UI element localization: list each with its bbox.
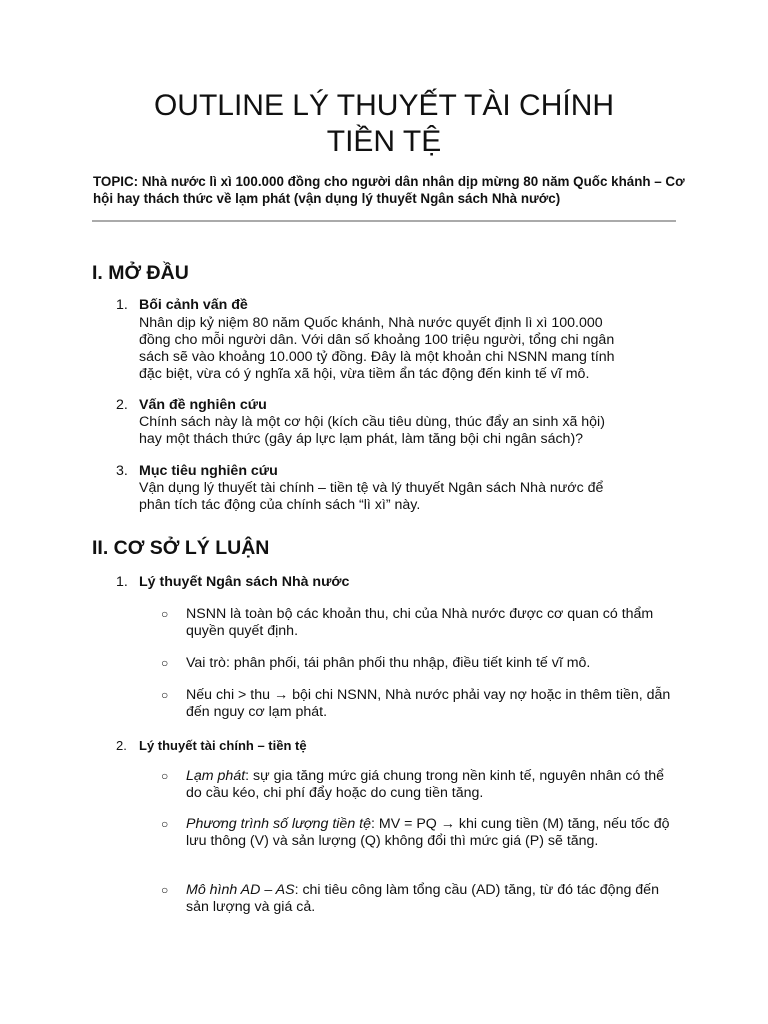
bullet-desc: : MV = PQ → khi cung tiền (M) tăng, nếu tốc độ lưu thông (V) và sản lượng (Q) không đổi thì mức giá (P) sẽ tăng. <box>186 816 670 849</box>
section-heading-theory: II. CƠ SỞ LÝ LUẬN <box>92 537 270 559</box>
topic-text: TOPIC: Nhà nước lì xì 100.000 đồng cho người dân nhân dịp mừng 80 năm Quốc khánh – Cơ hội hay thách thức về lạm phát (vận dụng lý thuyết Ngân sách Nhà nước) <box>93 174 685 206</box>
bullet-text: NSNN là toàn bộ các khoản thu, chi của Nhà nước được cơ quan có thẩm quyền quyết định. <box>186 606 654 639</box>
item-title-research-objective: Mục tiêu nghiên cứu <box>139 463 278 479</box>
title-line-2: TIỀN TỆ <box>326 125 442 158</box>
bullet-text: Vai trò: phân phối, tái phân phối thu nhập, điều tiết kinh tế vĩ mô. <box>186 655 591 671</box>
bullet-marker: ○ <box>161 769 169 783</box>
bullet-marker: ○ <box>161 607 169 621</box>
bullet-marker: ○ <box>161 817 169 831</box>
bullet-term: Phương trình số lượng tiền tệ <box>186 816 371 832</box>
bullet-desc: : chi tiêu công làm tổng cầu (AD) tăng, từ đó tác động đến sản lượng và giá cả. <box>186 882 659 915</box>
list-number: 1. <box>116 297 128 313</box>
item-paragraph-research-objective: Vận dụng lý thuyết tài chính – tiền tệ và lý thuyết Ngân sách Nhà nước để phân tích tác động của chính sách “lì xì” này. <box>139 480 604 513</box>
bullet-desc: : sự gia tăng mức giá chung trong nền kinh tế, nguyên nhân có thể do cầu kéo, chi phí đẩy hoặc do cung tiền tăng. <box>186 768 665 801</box>
item-title-research-problem: Vấn đề nghiên cứu <box>139 397 267 413</box>
bullet-text <box>186 768 678 802</box>
bullet-marker: ○ <box>161 688 169 702</box>
bullet-text <box>186 816 678 850</box>
item-title-budget-theory: Lý thuyết Ngân sách Nhà nước <box>139 574 350 590</box>
list-number: 2. <box>116 397 128 413</box>
item-title-monetary-theory: Lý thuyết tài chính – tiền tệ <box>139 738 307 753</box>
bullet-text <box>186 882 678 916</box>
title-line-1: OUTLINE LÝ THUYẾT TÀI CHÍNH <box>153 89 615 122</box>
bullet-text: Nếu chi > thu → bội chi NSNN, Nhà nước phải vay nợ hoặc in thêm tiền, dẫn đến nguy cơ lạm phát. <box>186 687 671 720</box>
bullet-marker: ○ <box>161 656 169 670</box>
item-paragraph-context: Nhân dịp kỷ niệm 80 năm Quốc khánh, Nhà nước quyết định lì xì 100.000 đồng cho mỗi người dân. Với dân số khoảng 100 triệu người, tổng chi ngân sách sẽ vào khoảng 10.000 tỷ đồng. Đây là một khoản chi NSNN mang tính đặc biệt, vừa có ý nghĩa xã hội, vừa tiềm ẩn tác động đến kinh tế vĩ mô. <box>139 315 615 382</box>
list-number: 2. <box>116 738 127 753</box>
horizontal-divider <box>92 220 676 222</box>
bullet-term: Mô hình AD – AS <box>186 882 295 898</box>
bullet-term: Lạm phát <box>186 768 246 784</box>
item-paragraph-research-problem: Chính sách này là một cơ hội (kích cầu tiêu dùng, thúc đẩy an sinh xã hội) hay một thách thức (gây áp lực lạm phát, làm tăng bội chi ngân sách)? <box>139 414 605 447</box>
section-heading-intro: I. MỞ ĐẦU <box>92 262 189 284</box>
document-title <box>84 88 684 160</box>
list-number: 1. <box>116 574 128 590</box>
bullet-marker: ○ <box>161 883 169 897</box>
item-title-context: Bối cảnh vấn đề <box>139 297 248 313</box>
list-number: 3. <box>116 463 128 479</box>
